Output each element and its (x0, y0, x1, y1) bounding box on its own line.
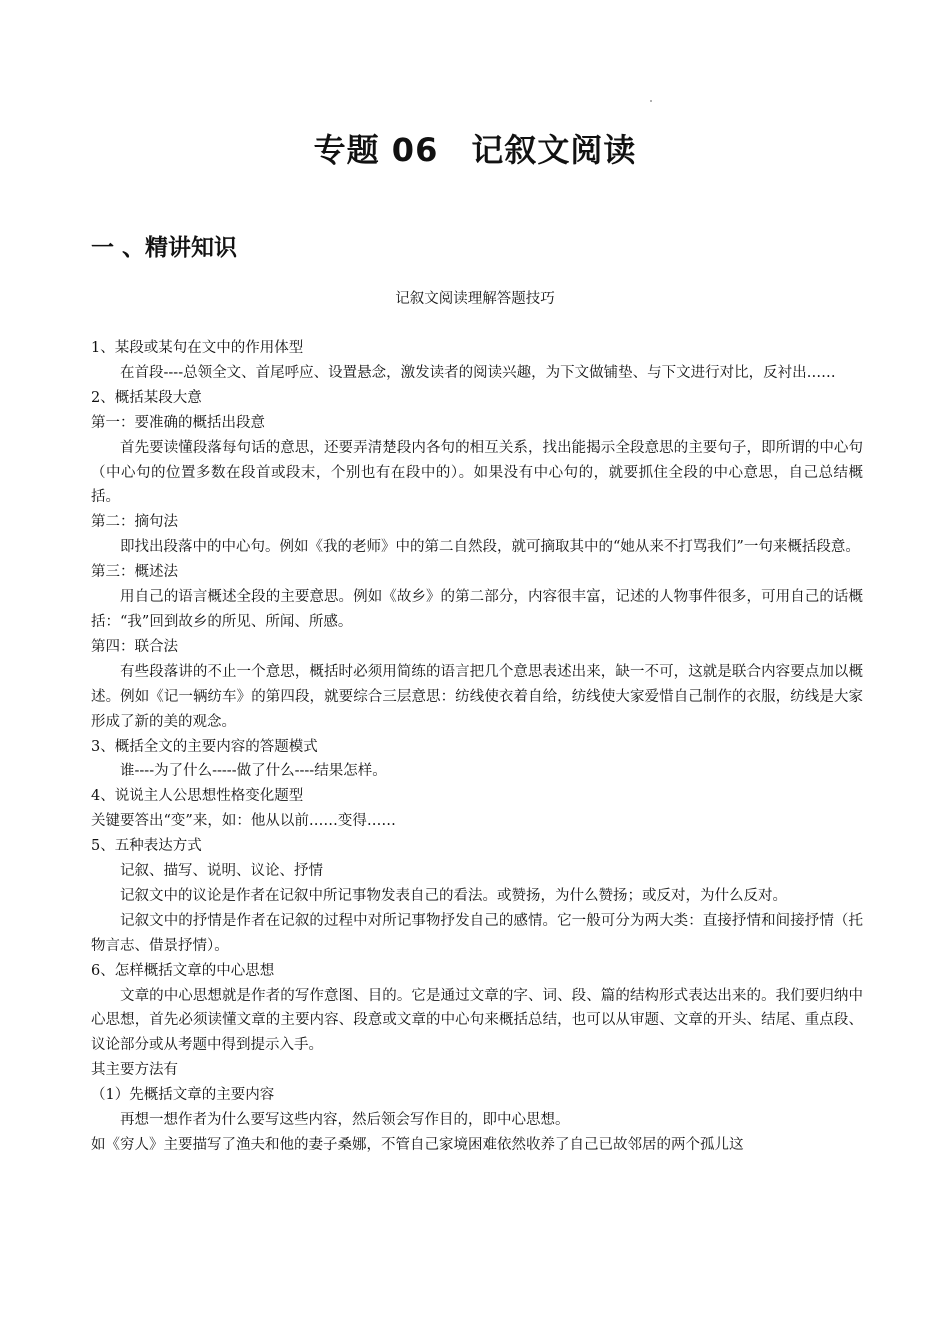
paragraph: 首先要读懂段落每句话的意思，还要弄清楚段内各句的相互关系，找出能揭示全段意思的主要句子，即所谓的中心句（中心句的位置多数在段首或段末，个别也有在段中的）。如果没有中心句的，就要抓住全段的中心意思，自己总结概括。 (91, 439, 863, 506)
paragraph-heading: 6、怎样概括文章的中心思想 (91, 962, 275, 979)
section-heading: 一 、精讲知识 (91, 235, 238, 261)
paragraph-heading: 2、概括某段大意 (91, 389, 202, 406)
paragraph-heading: 其主要方法有 (91, 1062, 178, 1079)
paragraph: 记叙文中的议论是作者在记叙中所记事物发表自己的看法。或赞扬，为什么赞扬；或反对，为什么反对。 (120, 887, 787, 904)
section-subtitle: 记叙文阅读理解答题技巧 (395, 291, 555, 307)
paragraph-heading: 4、说说主人公思想性格变化题型 (91, 788, 304, 805)
document-body (91, 336, 863, 1158)
paragraph-heading: 3、概括全文的主要内容的答题模式 (91, 738, 318, 755)
paragraph: 在首段----总领全文、首尾呼应、设置悬念，激发读者的阅读兴趣，为下文做铺垫、与下文进行对比，反衬出…… (120, 364, 836, 381)
paragraph-heading: 如《穷人》主要描写了渔夫和他的妻子桑娜，不管自己家境困难依然收养了自己已故邻居的两个孤儿这 (91, 1137, 744, 1153)
paragraph: 用自己的语言概述全段的主要意思。例如《故乡》的第二部分，内容很丰富，记述的人物事件很多，可用自己的话概括：“我”回到故乡的所见、所闻、所感。 (91, 589, 863, 630)
paragraph-heading: 第四：联合法 (91, 638, 178, 655)
paragraph: 再想一想作者为什么要写这些内容，然后领会写作目的，即中心思想。 (120, 1112, 570, 1129)
paragraph-heading: 第三：概述法 (91, 564, 178, 581)
document-title: 专题 06 记叙文阅读 (313, 131, 637, 169)
page-dot-mark (650, 100, 652, 102)
paragraph-heading: 5、五种表达方式 (91, 838, 202, 855)
paragraph-heading: 第一：要准确的概括出段意 (91, 414, 265, 431)
paragraph: 文章的中心思想就是作者的写作意图、目的。它是通过文章的字、词、段、篇的结构形式表达出来的。我们要归纳中心思想，首先必须读懂文章的主要内容、段意或文章的中心句来概括总结，也可以从审题、文章的开头、结尾、重点段、议论部分或从考题中得到提示入手。 (91, 987, 863, 1054)
paragraph: 记叙文中的抒情是作者在记叙的过程中对所记事物抒发自己的感情。它一般可分为两大类：直接抒情和间接抒情（托物言志、借景抒情）。 (91, 912, 863, 954)
paragraph: 有些段落讲的不止一个意思，概括时必须用简练的语言把几个意思表述出来，缺一不可，这就是联合内容要点加以概述。例如《记一辆纺车》的第四段，就要综合三层意思：纺线使衣着自给，纺线使大家爱惜自己制作的衣服，纺线是大家形成了新的美的观念。 (91, 663, 863, 730)
paragraph-heading: 关键要答出“变”来，如：他从以前……变得…… (91, 813, 396, 830)
paragraph-heading: 1、某段或某句在文中的作用体型 (91, 340, 304, 356)
paragraph-heading: 第二：摘句法 (91, 514, 178, 531)
paragraph: 记叙、描写、说明、议论、抒情 (120, 863, 323, 880)
paragraph: 即找出段落中的中心句。例如《我的老师》中的第二自然段，就可摘取其中的“她从来不打骂我们”一句来概括段意。 (120, 539, 860, 556)
paragraph: 谁----为了什么-----做了什么----结果怎样。 (120, 763, 387, 780)
paragraph-heading: （1）先概括文章的主要内容 (91, 1087, 275, 1104)
